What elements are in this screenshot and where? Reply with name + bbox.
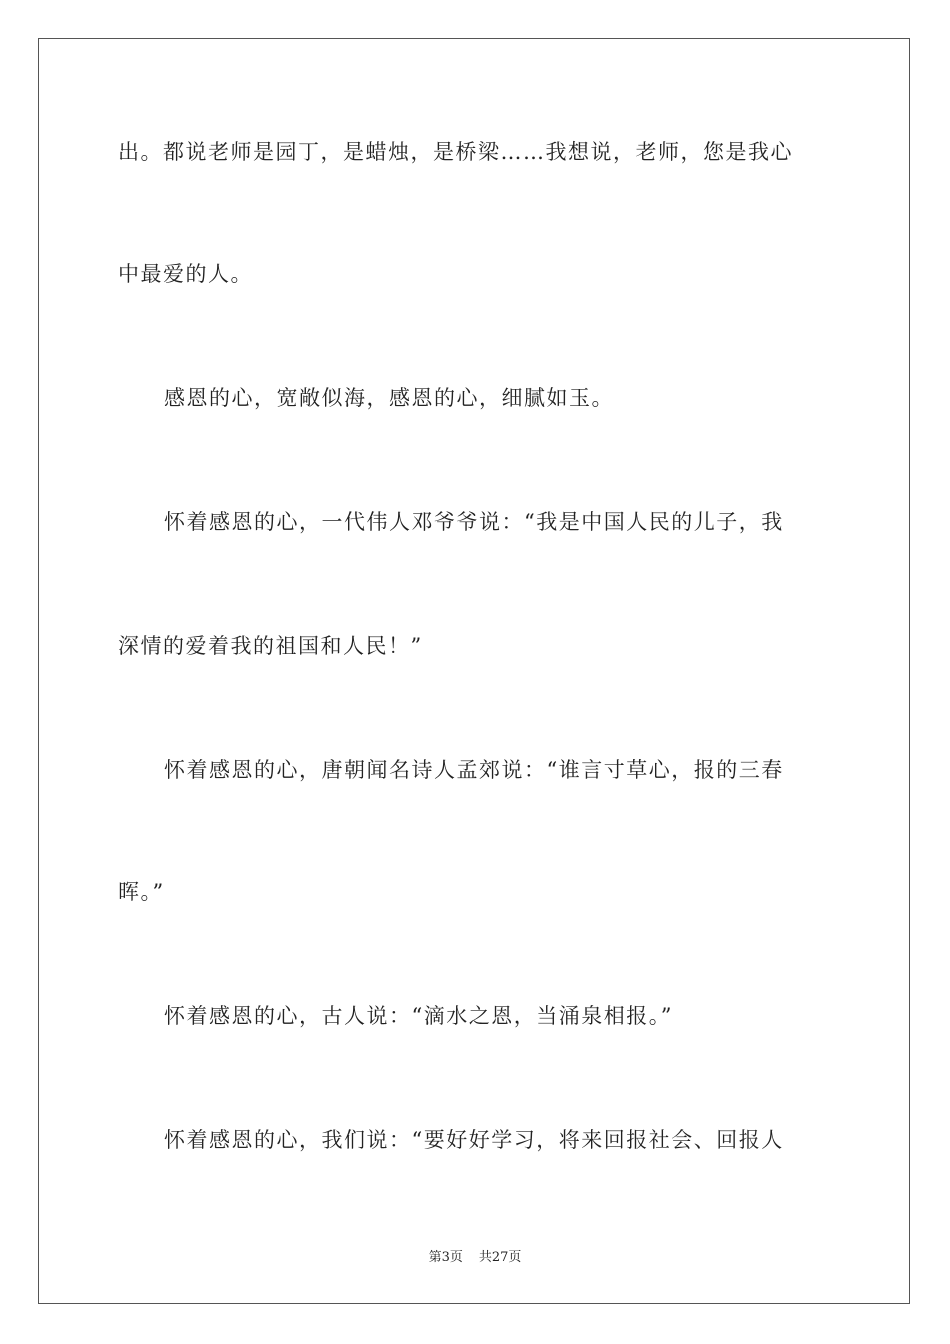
paragraph-line: 出。都说老师是园丁，是蜡烛，是桥梁……我想说，老师，您是我心 (118, 140, 793, 164)
paragraph-line: 深情的爱着我的祖国和人民！” (118, 634, 423, 658)
paragraph-line: 中最爱的人。 (118, 262, 253, 286)
page-total: 共27页 (478, 1250, 522, 1265)
page-border (38, 38, 910, 1304)
paragraph-line: 感恩的心，宽敞似海，感恩的心，细腻如玉。 (164, 386, 614, 410)
paragraph-line: 怀着感恩的心，唐朝闻名诗人孟郊说：“谁言寸草心，报的三春 (164, 758, 784, 782)
page-number: 第3页 (428, 1250, 463, 1265)
paragraph-line: 晖。” (118, 880, 165, 904)
paragraph-line: 怀着感恩的心，古人说：“滴水之恩，当涌泉相报。” (164, 1004, 673, 1028)
page-footer (0, 1246, 950, 1265)
paragraph-line: 怀着感恩的心，我们说：“要好好学习，将来回报社会、回报人 (164, 1128, 784, 1152)
paragraph-line: 怀着感恩的心，一代伟人邓爷爷说：“我是中国人民的儿子，我 (164, 510, 784, 534)
